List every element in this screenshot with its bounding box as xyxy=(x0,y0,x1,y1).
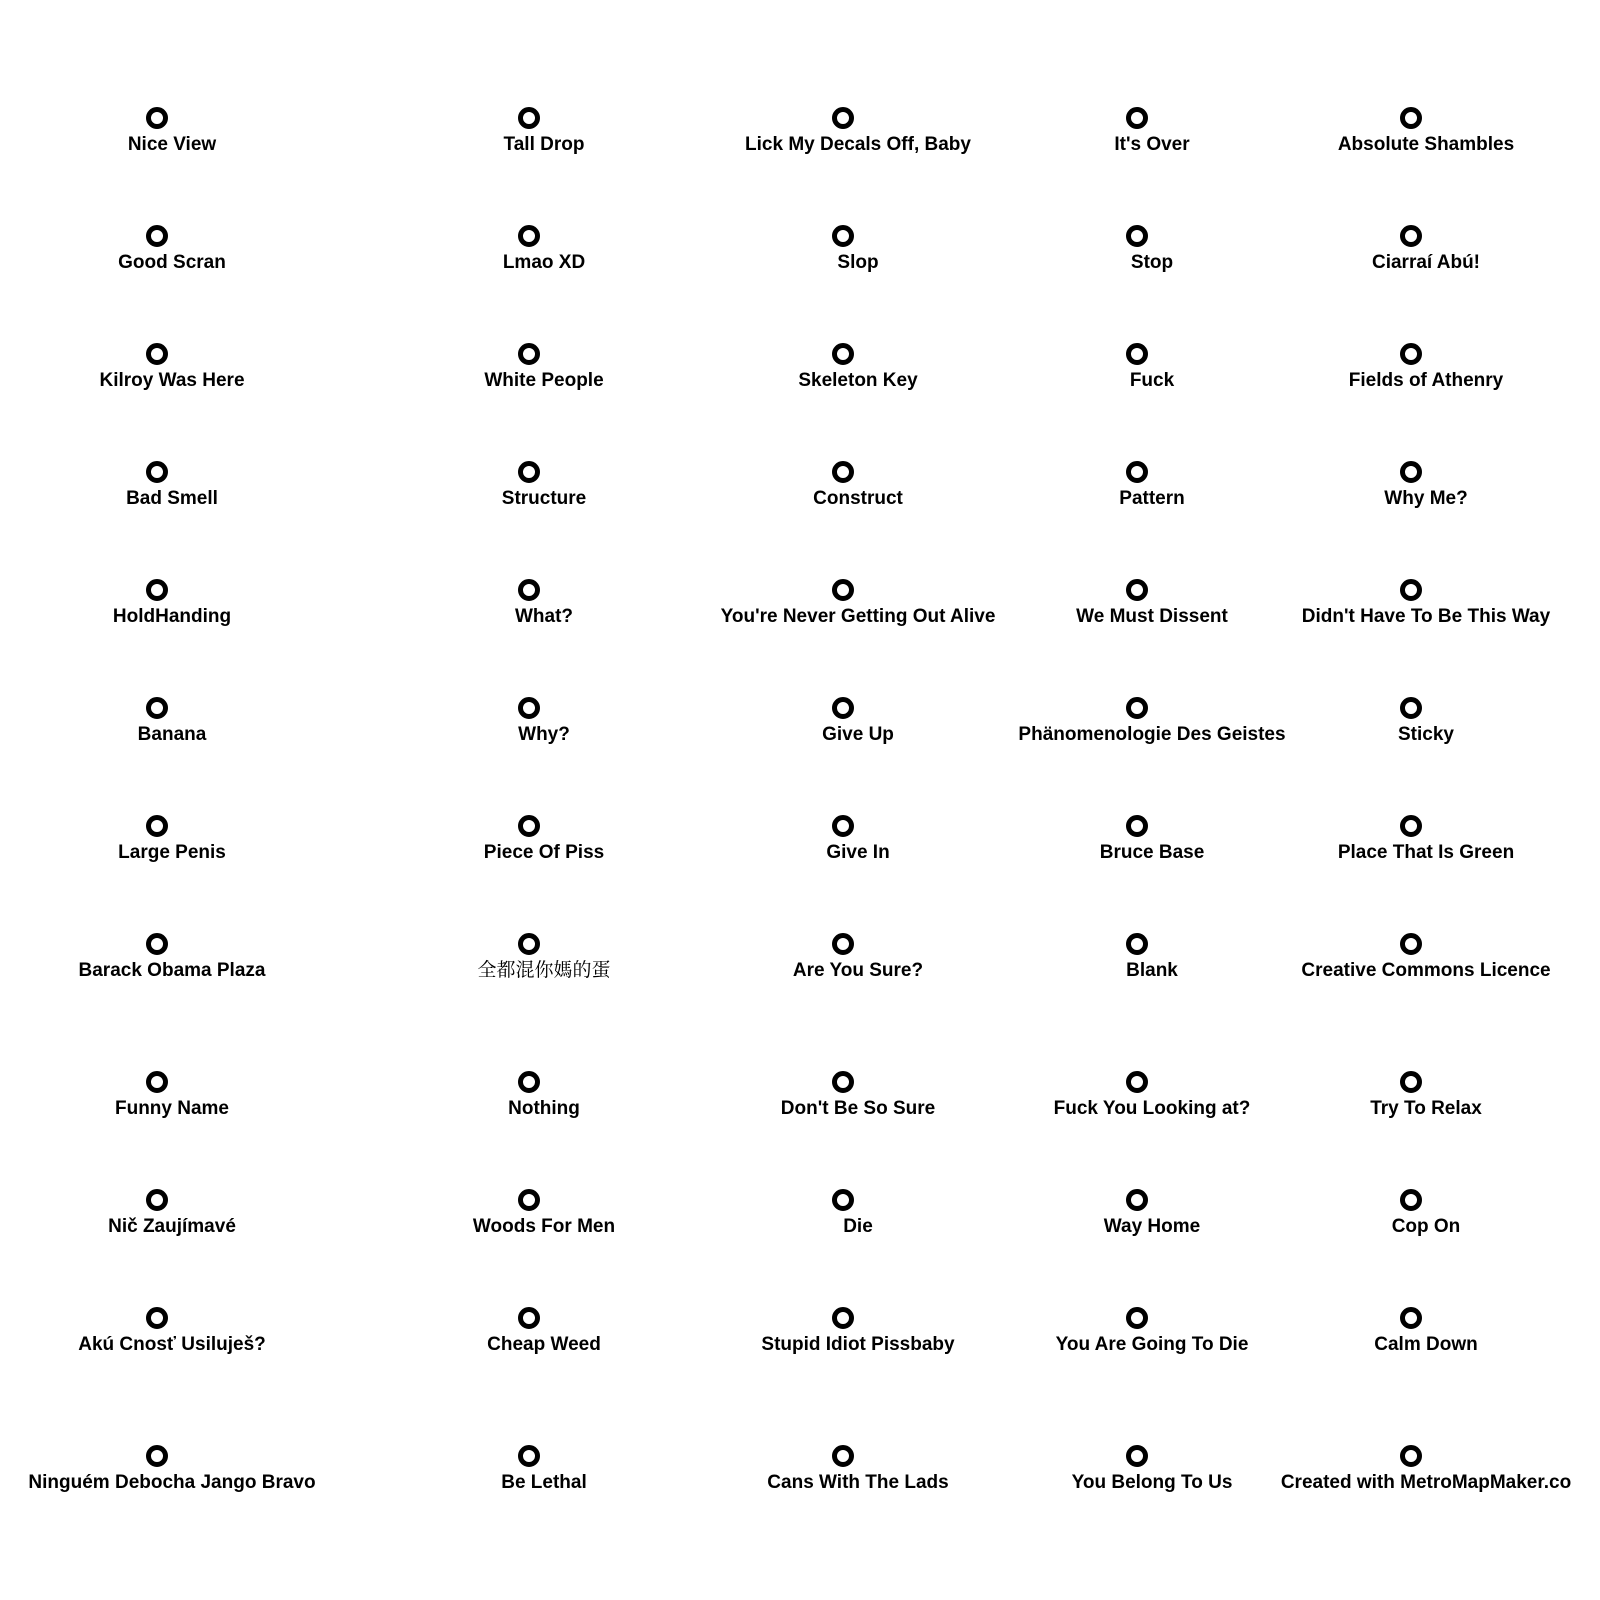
station-marker-icon[interactable] xyxy=(518,1445,540,1467)
station-marker-icon[interactable] xyxy=(518,579,540,601)
station-marker-icon[interactable] xyxy=(832,225,854,247)
station-label: Sticky xyxy=(1398,724,1454,745)
station-label: Kilroy Was Here xyxy=(99,370,245,391)
station-marker-icon[interactable] xyxy=(146,1307,168,1329)
station-label: Ninguém Debocha Jango Bravo xyxy=(28,1472,316,1493)
station-marker-icon[interactable] xyxy=(832,815,854,837)
station-label: You Belong To Us xyxy=(1071,1472,1233,1493)
station-marker-icon[interactable] xyxy=(1126,1071,1148,1093)
station-marker-icon[interactable] xyxy=(1400,461,1422,483)
station-marker-icon[interactable] xyxy=(146,579,168,601)
station-label: Creative Commons Licence xyxy=(1301,960,1551,981)
station-label: HoldHanding xyxy=(112,606,232,627)
station-label: Fields of Athenry xyxy=(1348,370,1504,391)
station-marker-icon[interactable] xyxy=(518,697,540,719)
station-label: Woods For Men xyxy=(472,1216,616,1237)
station-label: Akú Cnosť Usiluješ? xyxy=(78,1334,266,1355)
station-label: What? xyxy=(514,606,574,627)
station-marker-icon[interactable] xyxy=(1400,933,1422,955)
station-marker-icon[interactable] xyxy=(1400,225,1422,247)
station-marker-icon[interactable] xyxy=(832,579,854,601)
station-label: Funny Name xyxy=(114,1098,230,1119)
station-marker-icon[interactable] xyxy=(518,107,540,129)
station-marker-icon[interactable] xyxy=(518,1307,540,1329)
station-label: Barack Obama Plaza xyxy=(78,960,266,981)
station-marker-icon[interactable] xyxy=(1126,461,1148,483)
station-label: Tall Drop xyxy=(503,134,585,155)
station-label: You Are Going To Die xyxy=(1055,1334,1249,1355)
station-marker-icon[interactable] xyxy=(146,1189,168,1211)
station-label: Slop xyxy=(837,252,879,273)
station-label: Try To Relax xyxy=(1370,1098,1482,1119)
station-label: It's Over xyxy=(1114,134,1190,155)
station-marker-icon[interactable] xyxy=(146,1071,168,1093)
station-label: Are You Sure? xyxy=(792,960,924,981)
station-marker-icon[interactable] xyxy=(1400,1307,1422,1329)
station-marker-icon[interactable] xyxy=(832,107,854,129)
station-label: Cheap Weed xyxy=(487,1334,601,1355)
station-marker-icon[interactable] xyxy=(1126,343,1148,365)
station-label: Ciarraí Abú! xyxy=(1371,252,1481,273)
station-label: Nothing xyxy=(508,1098,580,1119)
station-label: Calm Down xyxy=(1374,1334,1478,1355)
station-label: Phänomenologie Des Geistes xyxy=(1018,724,1286,745)
station-label: Created with MetroMapMaker.co xyxy=(1280,1472,1572,1493)
station-marker-icon[interactable] xyxy=(832,1071,854,1093)
station-marker-icon[interactable] xyxy=(1126,225,1148,247)
station-marker-icon[interactable] xyxy=(832,697,854,719)
station-marker-icon[interactable] xyxy=(1400,697,1422,719)
station-label: Cans With The Lads xyxy=(767,1472,949,1493)
station-label: Large Penis xyxy=(118,842,226,863)
station-label: Stop xyxy=(1130,252,1174,273)
station-marker-icon[interactable] xyxy=(146,697,168,719)
station-label: Why Me? xyxy=(1384,488,1468,509)
station-label: Didn't Have To Be This Way xyxy=(1301,606,1551,627)
station-label: Bad Smell xyxy=(126,488,218,509)
station-marker-icon[interactable] xyxy=(1400,107,1422,129)
station-label: Die xyxy=(843,1216,873,1237)
station-marker-icon[interactable] xyxy=(1126,1307,1148,1329)
station-marker-icon[interactable] xyxy=(146,461,168,483)
station-marker-icon[interactable] xyxy=(832,343,854,365)
station-label: Give In xyxy=(826,842,890,863)
station-label: Place That Is Green xyxy=(1337,842,1515,863)
station-marker-icon[interactable] xyxy=(1126,107,1148,129)
station-marker-icon[interactable] xyxy=(1400,815,1422,837)
station-label: Cop On xyxy=(1391,1216,1461,1237)
station-label: Lick My Decals Off, Baby xyxy=(745,134,971,155)
station-marker-icon[interactable] xyxy=(518,815,540,837)
station-marker-icon[interactable] xyxy=(832,1189,854,1211)
station-marker-icon[interactable] xyxy=(832,461,854,483)
station-label: Pattern xyxy=(1119,488,1185,509)
station-label: Lmao XD xyxy=(502,252,586,273)
station-marker-icon[interactable] xyxy=(146,107,168,129)
station-marker-icon[interactable] xyxy=(518,1071,540,1093)
station-label: Nice View xyxy=(127,134,217,155)
station-marker-icon[interactable] xyxy=(832,933,854,955)
station-marker-icon[interactable] xyxy=(518,343,540,365)
station-marker-icon[interactable] xyxy=(1126,1445,1148,1467)
station-label: Why? xyxy=(518,724,570,745)
station-marker-icon[interactable] xyxy=(1126,697,1148,719)
station-label: Nič Zaujímavé xyxy=(108,1216,236,1237)
station-marker-icon[interactable] xyxy=(518,461,540,483)
station-label: 全都混你媽的蛋 xyxy=(477,959,611,981)
station-label: Absolute Shambles xyxy=(1337,134,1515,155)
station-marker-icon[interactable] xyxy=(832,1445,854,1467)
station-marker-icon[interactable] xyxy=(146,225,168,247)
station-marker-icon[interactable] xyxy=(518,225,540,247)
station-marker-icon[interactable] xyxy=(1400,1445,1422,1467)
station-label: Structure xyxy=(501,488,587,509)
station-marker-icon[interactable] xyxy=(1126,579,1148,601)
station-label: Don't Be So Sure xyxy=(780,1098,936,1119)
station-label: We Must Dissent xyxy=(1076,606,1228,627)
station-marker-icon[interactable] xyxy=(1400,1071,1422,1093)
station-label: Piece Of Piss xyxy=(483,842,605,863)
station-marker-icon[interactable] xyxy=(1126,1189,1148,1211)
station-label: Give Up xyxy=(822,724,894,745)
station-label: Good Scran xyxy=(118,252,226,273)
station-label: You're Never Getting Out Alive xyxy=(720,606,996,627)
station-label: Fuck xyxy=(1129,370,1175,391)
station-label: Skeleton Key xyxy=(798,370,918,391)
station-marker-icon[interactable] xyxy=(146,933,168,955)
station-label: Fuck You Looking at? xyxy=(1053,1098,1251,1119)
station-label: Bruce Base xyxy=(1099,842,1205,863)
station-marker-icon[interactable] xyxy=(1400,579,1422,601)
station-marker-icon[interactable] xyxy=(146,815,168,837)
station-label: Way Home xyxy=(1103,1216,1201,1237)
station-marker-icon[interactable] xyxy=(518,933,540,955)
station-label: Stupid Idiot Pissbaby xyxy=(761,1334,955,1355)
station-marker-icon[interactable] xyxy=(1126,815,1148,837)
station-marker-icon[interactable] xyxy=(146,343,168,365)
station-label: Be Lethal xyxy=(501,1472,587,1493)
station-marker-icon[interactable] xyxy=(1400,343,1422,365)
station-marker-icon[interactable] xyxy=(832,1307,854,1329)
station-marker-icon[interactable] xyxy=(1126,933,1148,955)
station-label: Banana xyxy=(137,724,207,745)
station-marker-icon[interactable] xyxy=(518,1189,540,1211)
station-marker-icon[interactable] xyxy=(146,1445,168,1467)
station-marker-icon[interactable] xyxy=(1400,1189,1422,1211)
station-label: White People xyxy=(484,370,604,391)
station-label: Blank xyxy=(1126,960,1178,981)
station-label: Construct xyxy=(813,488,903,509)
